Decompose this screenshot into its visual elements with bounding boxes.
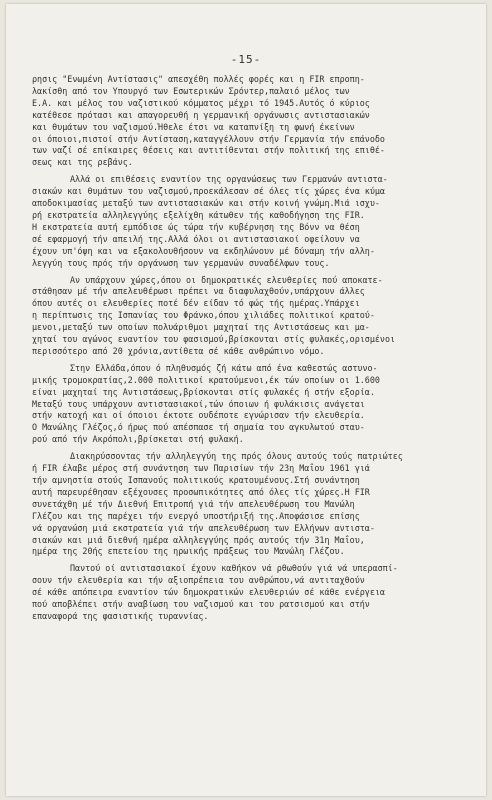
text-line: Η εκστρατεία αυτή εμπόδισε ώς τώρα τήν κυβέρνηση της Βόνν να θέση (32, 221, 360, 232)
text-line: Ο Μανώλης Γλέζος,ό ήρως πού απέσπασε τή σημαία του αγκυλωτού σταυ- (32, 422, 365, 433)
text-line: Γλέζου και της παρέχει τήν ενεργό υποστήριξή της.Αποφάσισε επίσης (32, 510, 360, 521)
text-line: σουν τήν ελευθερία και τήν αξιοπρέπεια του ανθρώπου,νά αντιταχθούν (32, 575, 365, 586)
text-line: λεγγύη τους πρός τήν οργάνωση των γερμανών συναδέλφων τους. (32, 257, 330, 268)
text-line: κατέθεσε πρότασι και απαγορευθή η γερμανική οργάνωσις αντιστασιακών (32, 109, 370, 120)
text-line: ή FIR έλαβε μέρος στή συνάντηση των Παρισίων τήν 23η Μαΐου 1961 γιά (32, 463, 370, 474)
text-line: αποδοκιμασίας μεταξύ των αντιστασιακών και στήν κοινή γνώμη.Μιά ισχυ- (32, 198, 380, 209)
text-line: νά οργανώση μιά εκστρατεία γιά τήν απελευθέρωση των Ελλήνων αντιστα- (32, 522, 375, 533)
text-line: πού αποβλέπει στήν αναβίωση του ναζισμού και του ρατσισμού και στήν (32, 599, 370, 610)
text-line: λακίσθη από τον Υπουργό των Εσωτερικών Σρόντερ,παλαιό μέλος των (32, 85, 350, 96)
text-line: η περίπτωσις της Ισπανίας του Φράνκο,όπου χιλιάδες πολιτικοί κρατού- (32, 310, 375, 321)
text-line: ρού από τήν Ακρόπολι,βρίσκεται στή φυλακή. (32, 434, 244, 445)
text-line: στήν κατοχή και οί όποιοι έκτοτε ουδέποτε εγνώρισαν τήν ελευθερία. (32, 410, 365, 421)
text-line: Ε.Α. και μέλος του ναζιστικού κόμματος μέχρι τό 1945.Αυτός ό κύριος (32, 97, 370, 108)
text-line: αυτή παρευρέθησαν εξέχουσες προσωπικότητες από όλες τίς χώρες.Η FIR (32, 486, 370, 497)
text-line: σεως και της ρεβάνς. (32, 157, 133, 168)
text-line: έχουν υπ'όψη και να εξακολουθήσουν να εκδηλώνουν μέ δύναμη τήν αλλη- (32, 245, 375, 256)
text-line: όπου αυτές οι ελευθερίες ποτέ δέν είδαν τό φώς τής ημέρας.Υπάρχει (32, 298, 360, 309)
text-line: και θυμάτων του ναζισμού.Ήθελε έτσι να καταπνίξη τη φωνή έκείνων (32, 121, 355, 132)
text-line: σέ εφαρμογή τήν απειλή της.Αλλά όλοι οι αντιστασιακοί οφείλουν να (32, 233, 360, 244)
text-line: χηταί του αγώνος εναντίον του φασισμού,βρίσκονται στίς φυλακές,ορισμένοι (32, 334, 396, 345)
text-line: σέ κάθε απόπειρα εναντίον τών δημοκρατικών ελευθεριών σέ κάθε ενέργεια (32, 587, 385, 598)
text-line: μενοι,μεταξύ των οποίων πολυάριθμοι μαχηταί της Αντιστάσεως και μα- (32, 322, 370, 333)
text-line: τήν αμνηστία στούς Ισπανούς πολιτικούς κρατουμένους.Στή συνάντηση (32, 475, 360, 485)
text-line: των ναζί σέ επίκαιρες θέσεις και αντιτίθενται στήν πολιτική της επιθέ- (32, 145, 385, 156)
text-line: Διακηρύσσοντας τήν αλληλεγγύη της πρός όλους αυτούς τούς πατριώτες (70, 451, 403, 462)
text-line: Στην Ελλάδα,όπου ό πληθυσμός ζή κάτω από ένα καθεστώς αστυνο- (70, 362, 378, 373)
text-line: Μεταξύ τους υπάρχουν αντιστασιακοί,τών όποιων ή φυλάκισις ανάγεται (32, 398, 365, 409)
text-line: σιακών και μιά διεθνή ημέρα αλληλεγγύης πρός αυτούς τήν 31η Μαΐου, (32, 534, 365, 545)
text-line: συνετάχθη μέ τήν Διεθνή Επιτροπή γιά τήν απελευθέρωση του Μανώλη (32, 498, 355, 509)
text-line: ρή εκστρατεία αλληλεγγύης εξελίχθη κάτωθεν τής καθοδήγηση της FIR. (32, 209, 365, 220)
text-line: επαναφορά της φασιστικής τυραννίας. (32, 610, 209, 621)
typewritten-page (6, 4, 486, 796)
text-line: περισσότερο από 20 χρόνια,αντίθετα σέ κάθε ανθρώπινο νόμο. (32, 345, 325, 356)
text-line: ημέρα της 20ής επετείου της ηρωικής πράξεως του Μανώλη Γλέζου. (32, 546, 345, 557)
text-line: είναι μαχηταί της Αντιστάσεως,βρίσκονται στίς φυλακές ή στήν εξορία. (32, 386, 375, 397)
page-number: -15- (230, 53, 262, 66)
text-line: μικής τρομοκρατίας,2.000 πολιτικοί κρατούμενοι,έκ τών οποίων οι 1.600 (32, 374, 380, 385)
text-line: ρησις "Ενωμένη Αντίστασις" απεσχέθη πολλές φορές και η FIR επροπη- (32, 74, 365, 84)
text-line: οι όποιοι,πιστοί στήν Αντίσταση,καταγγέλλουν στήν Γερμανία τήν επάνοδο (32, 133, 385, 144)
text-line: στάθησαν μέ τήν απελευθέρωσι πρέπει να διαφυλαχθούν,υπάρχουν άλλες (32, 286, 365, 297)
body-text (32, 74, 472, 623)
text-line: Αν υπάρχουν χώρες,όπου οι δημοκρατικές ελευθερίες πού αποκατε- (70, 274, 383, 285)
text-line: σιακών και θυμάτων του ναζισμού,προεκάλεσαν σέ όλες τίς χώρες ένα κύμα (32, 186, 385, 197)
text-line: Παντού οί αντιστασιακοί έχουν καθήκον νά ρθωθούν γιά νά υπερασπί- (70, 563, 398, 574)
text-line: Αλλά οι επιθέσεις εναντίον της οργανώσεως των Γερμανών αντιστα- (70, 174, 388, 185)
